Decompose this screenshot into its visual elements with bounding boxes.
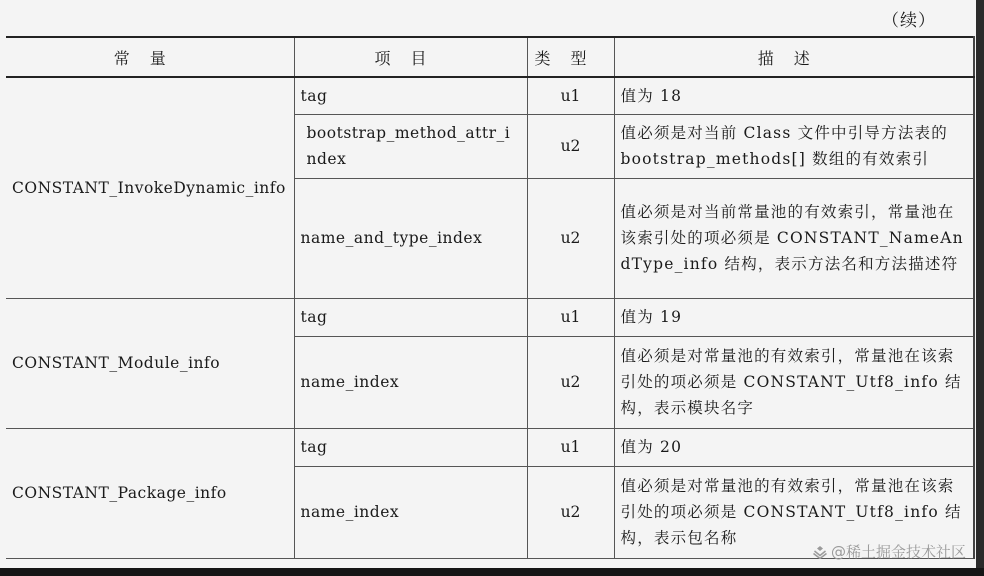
item-description: 值必须是对当前 Class 文件中引导方法表的 bootstrap_methods[] 数组的有效索引 <box>614 114 974 178</box>
item-type: u2 <box>527 114 614 178</box>
item-type: u1 <box>527 428 614 466</box>
item-name: tag <box>294 428 527 466</box>
table-row <box>6 298 974 336</box>
watermark-text: @稀土掘金技术社区 <box>830 543 966 561</box>
header-description: 描述 <box>614 37 974 77</box>
table-row <box>6 77 974 114</box>
bottom-edge-bar <box>0 568 984 576</box>
juejin-logo-icon <box>813 545 827 559</box>
constant-name: CONSTANT_InvokeDynamic_info <box>6 77 294 298</box>
item-type: u2 <box>527 178 614 298</box>
item-description: 值必须是对常量池的有效索引，常量池在该索引处的项必须是 CONSTANT_Utf8_info 结构，表示包名称 <box>614 466 974 558</box>
constant-name: CONSTANT_Package_info <box>6 428 294 558</box>
item-description: 值必须是对当前常量池的有效索引，常量池在该索引处的项必须是 CONSTANT_NameAndType_info 结构，表示方法名和方法描述符 <box>614 178 974 298</box>
table-header-row <box>6 37 974 77</box>
item-type: u2 <box>527 336 614 428</box>
item-type: u2 <box>527 466 614 558</box>
item-name: bootstrap_method_attr_index <box>294 114 527 178</box>
item-name: name_index <box>294 466 527 558</box>
constant-name: CONSTANT_Module_info <box>6 298 294 428</box>
item-name: name_index <box>294 336 527 428</box>
table-row <box>6 428 974 466</box>
item-name: tag <box>294 298 527 336</box>
item-description: 值为 18 <box>614 77 974 114</box>
item-description: 值为 20 <box>614 428 974 466</box>
item-name: name_and_type_index <box>294 178 527 298</box>
item-description: 值为 19 <box>614 298 974 336</box>
header-type: 类型 <box>527 37 614 77</box>
item-description: 值必须是对常量池的有效索引，常量池在该索引处的项必须是 CONSTANT_Utf8_info 结构，表示模块名字 <box>614 336 974 428</box>
item-name: tag <box>294 77 527 114</box>
right-edge-bar <box>976 0 984 576</box>
header-item: 项目 <box>294 37 527 77</box>
continued-mark: （续） <box>882 11 936 31</box>
item-type: u1 <box>527 77 614 114</box>
header-constant: 常量 <box>6 37 294 77</box>
item-type: u1 <box>527 298 614 336</box>
watermark <box>813 541 966 562</box>
constant-pool-table <box>6 36 975 559</box>
